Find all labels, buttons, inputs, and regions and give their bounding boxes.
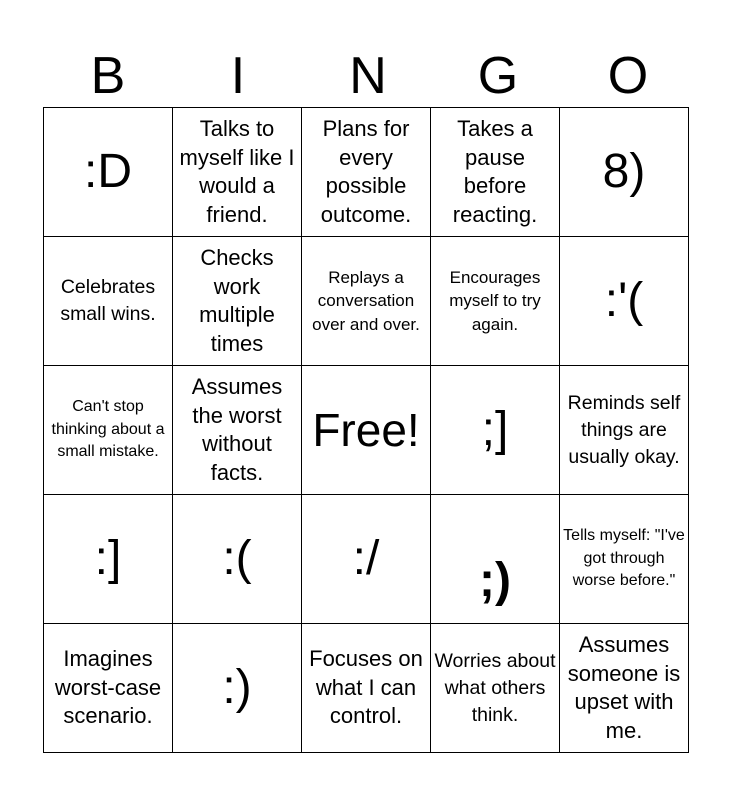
cell-text: Replays a conversation over and over. (312, 267, 420, 334)
cell-text: Checks work multiple times (199, 245, 275, 356)
bingo-cell[interactable] (560, 108, 689, 237)
bingo-cell[interactable] (560, 495, 689, 624)
cell-text: Worries about what others think. (434, 649, 556, 726)
bingo-cell[interactable] (173, 624, 302, 753)
bingo-cell[interactable] (173, 108, 302, 237)
cell-text: Takes a pause before reacting. (452, 116, 538, 227)
cell-text: Focuses on what I can control. (309, 646, 423, 729)
bingo-cell[interactable] (302, 624, 431, 753)
bingo-cell[interactable] (302, 237, 431, 366)
cell-text: :) (222, 661, 252, 714)
bingo-cell[interactable] (431, 624, 560, 753)
cell-text: :/ (352, 532, 380, 585)
cell-text: :D (84, 145, 132, 198)
bingo-cell[interactable] (560, 366, 689, 495)
header-letter-b: B (90, 47, 126, 105)
header-letter-n: N (349, 47, 387, 105)
cell-text: Plans for every possible outcome. (320, 116, 412, 227)
bingo-cell[interactable] (431, 108, 560, 237)
cell-text: 8) (602, 145, 646, 198)
bingo-header (43, 48, 693, 104)
free-space-text: Free! (312, 404, 420, 456)
cell-text: :'( (604, 274, 644, 327)
bingo-cell[interactable] (44, 366, 173, 495)
bingo-cell[interactable] (173, 366, 302, 495)
header-letter-g: G (477, 47, 519, 105)
bingo-cell[interactable] (431, 366, 560, 495)
board-row-1 (44, 108, 689, 237)
bingo-cell[interactable] (560, 237, 689, 366)
bingo-cell[interactable] (302, 108, 431, 237)
bingo-cell[interactable] (560, 624, 689, 753)
bingo-cell[interactable] (44, 108, 173, 237)
cell-text: Can't stop thinking about a small mistake. (51, 398, 165, 461)
bingo-cell[interactable] (44, 237, 173, 366)
cell-text: Encourages myself to try again. (449, 267, 541, 334)
cell-text: Assumes the worst without facts. (191, 374, 283, 485)
cell-text: :( (222, 532, 252, 585)
cell-text: Celebrates small wins. (60, 276, 156, 325)
cell-text: Talks to myself like I would a friend. (179, 116, 295, 227)
cell-text: :] (94, 532, 122, 585)
board-row-2 (44, 237, 689, 366)
cell-text: ;) (479, 554, 511, 607)
bingo-cell[interactable] (173, 237, 302, 366)
cell-text: Reminds self things are usually okay. (567, 391, 681, 468)
cell-text: Imagines worst-case scenario. (54, 646, 162, 729)
free-cell[interactable] (302, 366, 431, 495)
bingo-cell[interactable] (302, 495, 431, 624)
bingo-board (43, 107, 689, 753)
bingo-cell[interactable] (44, 624, 173, 753)
bingo-cell[interactable] (431, 495, 560, 624)
header-letter-i: I (230, 47, 246, 105)
cell-text: ;] (481, 403, 509, 456)
board-row-3 (44, 366, 689, 495)
bingo-cell[interactable] (44, 495, 173, 624)
board-row-5 (44, 624, 689, 753)
header-letter-o: O (607, 47, 649, 105)
cell-text: Tells myself: "I've got through worse before." (563, 527, 685, 590)
bingo-cell[interactable] (431, 237, 560, 366)
bingo-cell[interactable] (173, 495, 302, 624)
cell-text: Assumes someone is upset with me. (567, 632, 681, 743)
board-row-4 (44, 495, 689, 624)
